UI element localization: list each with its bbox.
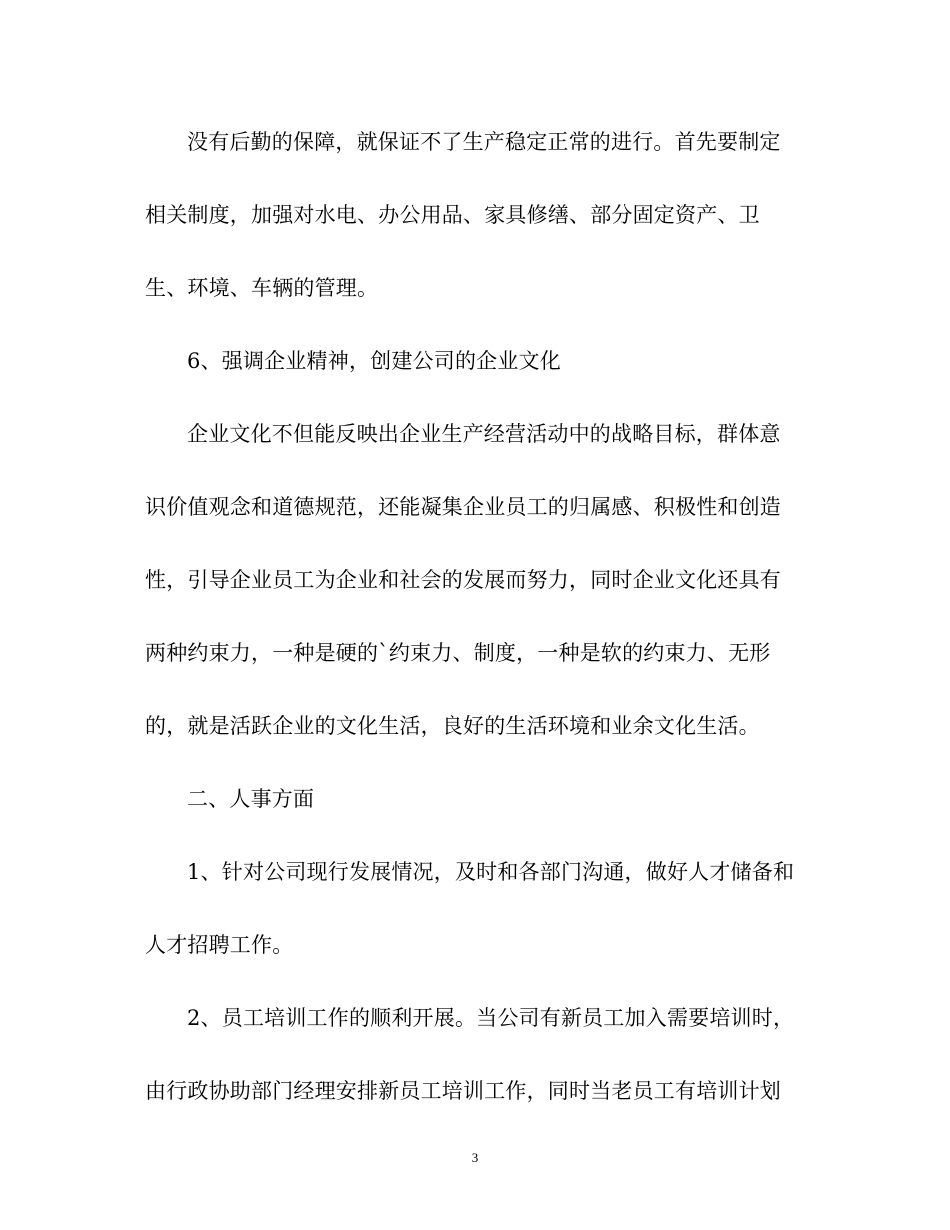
text-line-8: 两种约束力，一种是硬的`约束力、制度，一种是软的约束力、无形 [145,641,771,665]
text-line-13: 2、员工培训工作的顺利开展。当公司有新员工加入需要培训时， [187,1006,795,1030]
section-heading-6: 6、强调企业精神，创建公司的企业文化 [187,349,561,373]
text-line-11: 1、针对公司现行发展情况，及时和各部门沟通，做好人才储备和 [187,860,795,884]
text-line-12: 人才招聘工作。 [145,933,294,957]
text-line-14: 由行政协助部门经理安排新员工培训工作，同时当老员工有培训计划 [145,1079,781,1103]
text-line-3: 生、环境、车辆的管理。 [145,276,379,300]
text-line-1: 没有后勤的保障，就保证不了生产稳定正常的进行。首先要制定 [187,130,781,154]
text-line-5: 企业文化不但能反映出企业生产经营活动中的战略目标，群体意 [187,422,781,446]
text-line-9: 的，就是活跃企业的文化生活，良好的生活环境和业余文化生活。 [145,714,760,738]
page-number: 3 [471,1150,479,1165]
text-line-2: 相关制度，加强对水电、办公用品、家具修缮、部分固定资产、卫 [145,203,760,227]
section-heading-personnel: 二、人事方面 [187,787,315,811]
text-line-7: 性，引导企业员工为企业和社会的发展而努力，同时企业文化还具有 [145,568,781,592]
text-line-6: 识价值观念和道德规范，还能凝集企业员工的归属感、积极性和创造 [145,495,781,519]
